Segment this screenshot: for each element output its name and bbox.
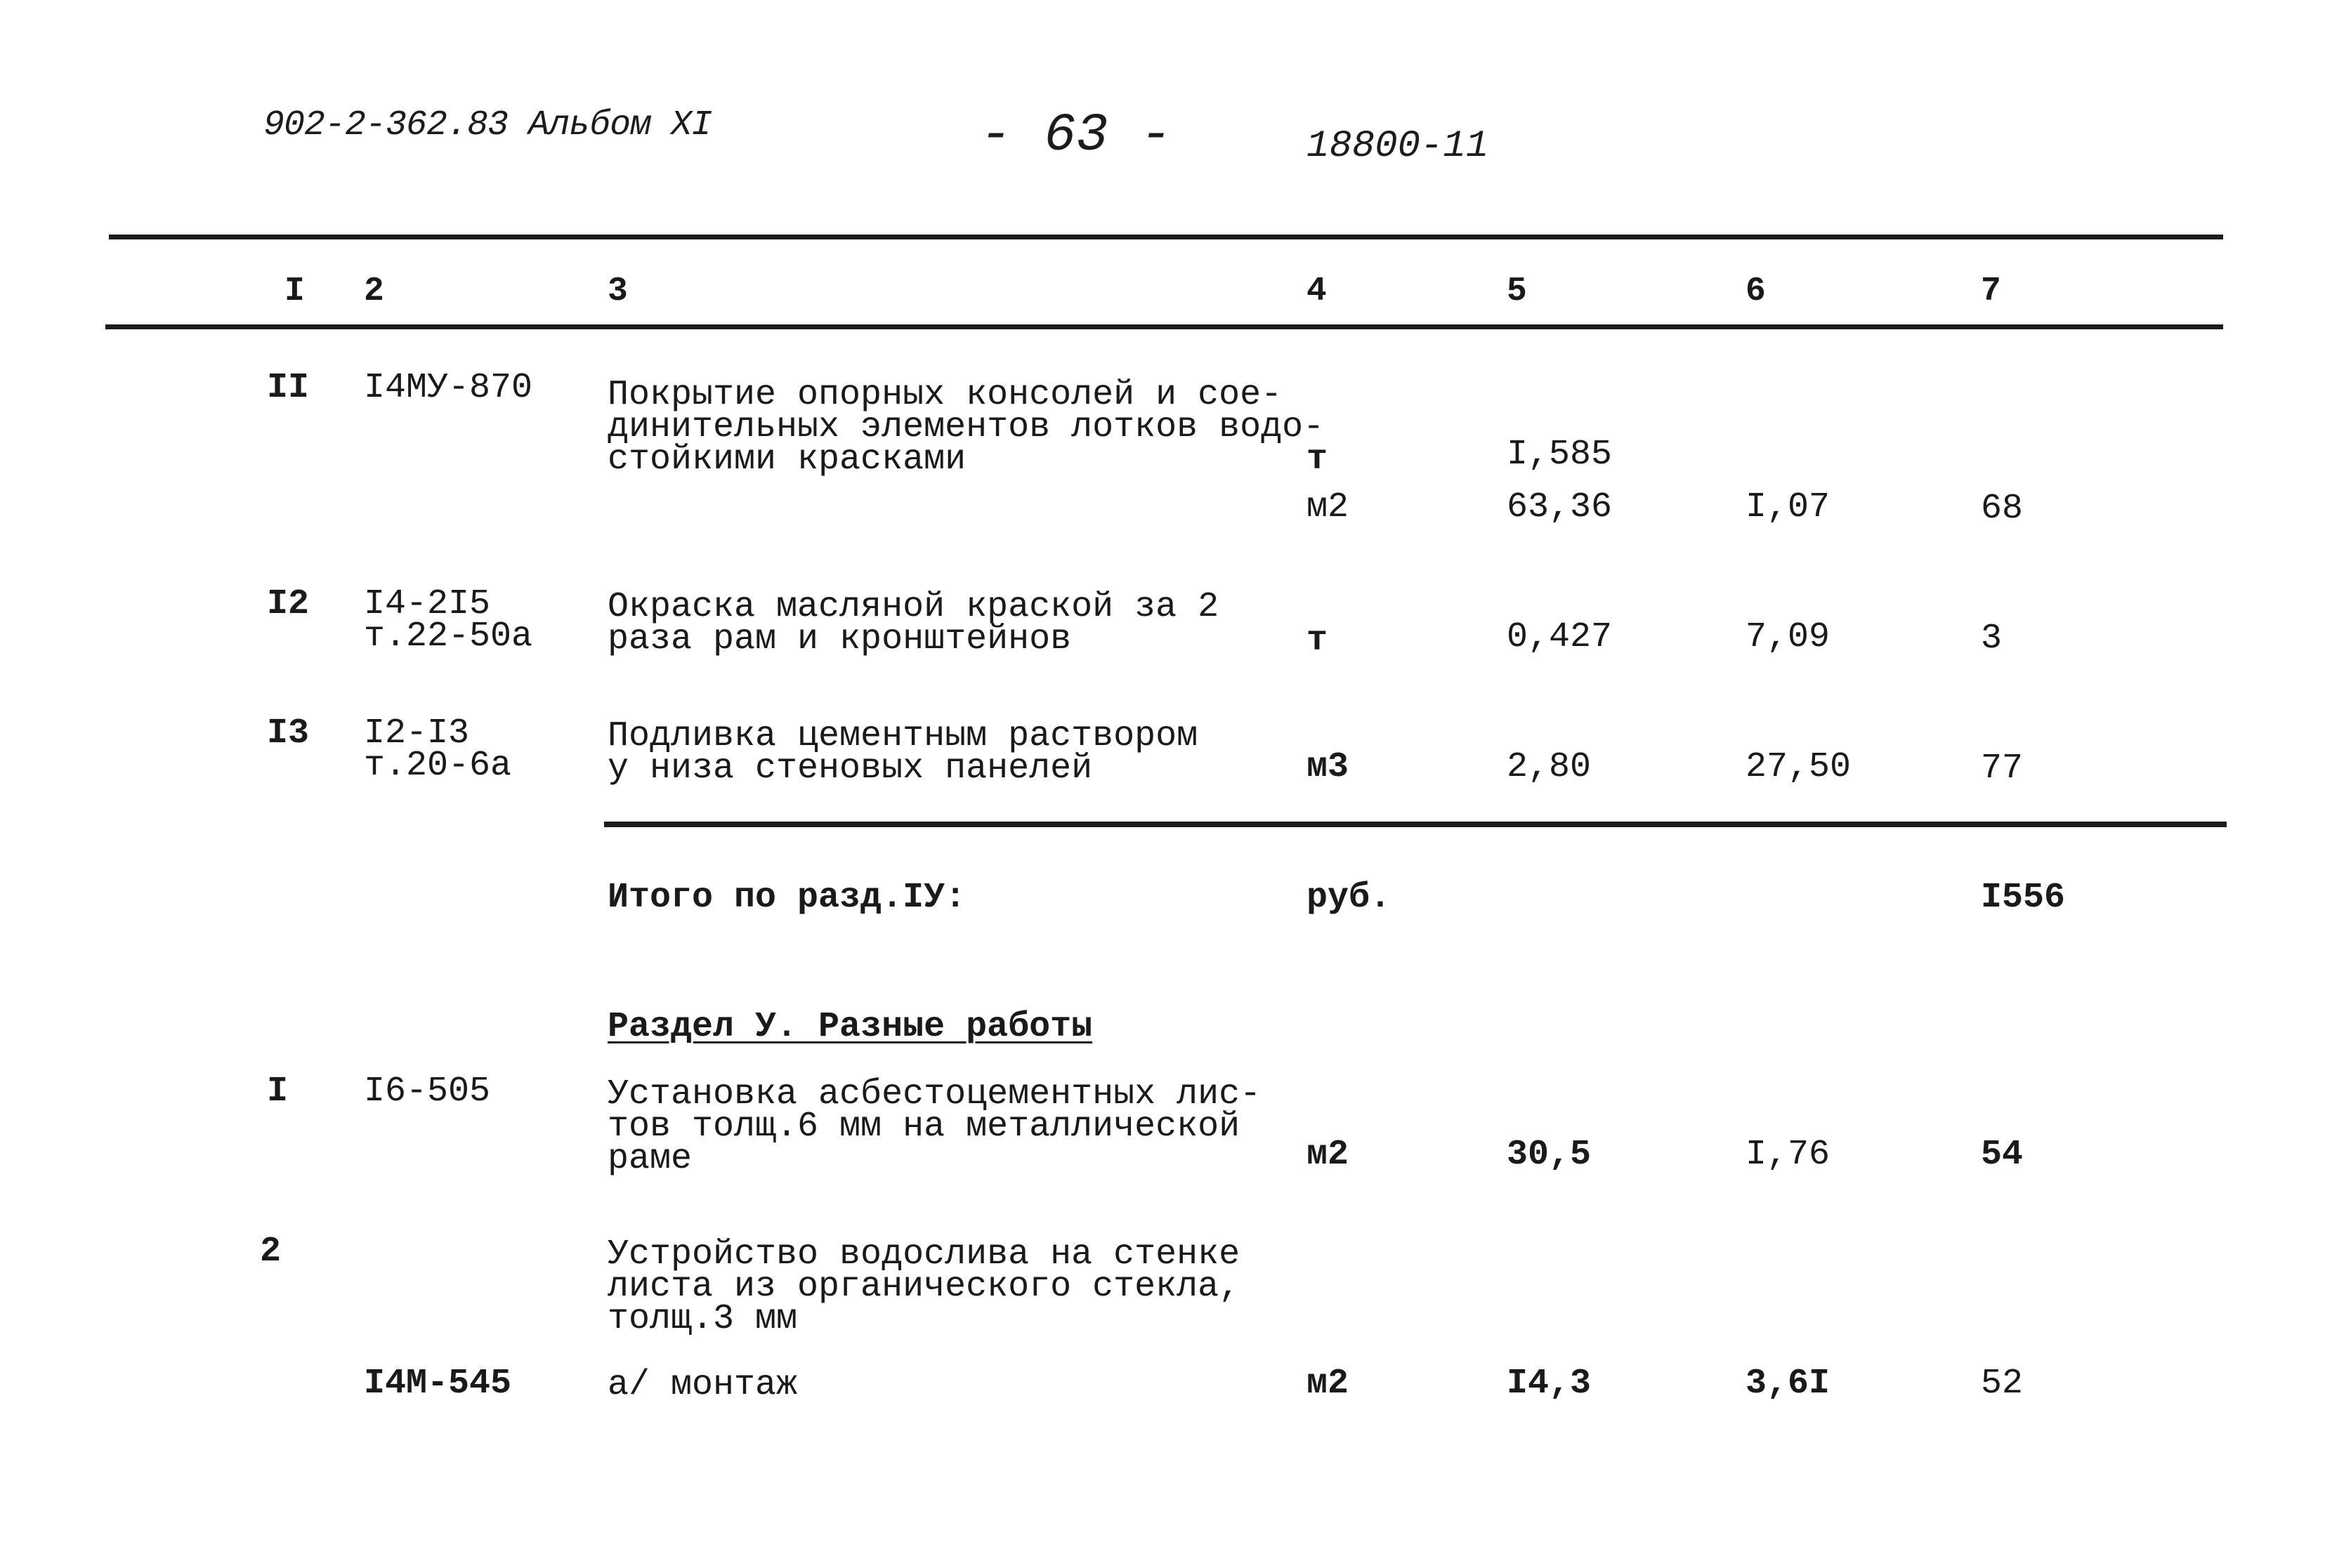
row-quantity: 0,427 <box>1507 617 1613 657</box>
row-quantity: I4,3 <box>1507 1364 1592 1404</box>
document-code: 902-2-362.83 Альбом XI <box>263 105 712 145</box>
row-number: I3 <box>267 713 310 753</box>
row-total: 52 <box>1981 1364 2024 1404</box>
row-unit: м2 <box>1306 1135 1349 1175</box>
column-header-3: 3 <box>608 272 628 310</box>
total-value: I556 <box>1981 878 2066 918</box>
row-unit: м3 <box>1306 747 1349 787</box>
row-quantity: 63,36 <box>1507 487 1613 527</box>
row-code: I4М-545 <box>364 1364 512 1404</box>
column-header-5: 5 <box>1507 272 1527 310</box>
column-header-4: 4 <box>1306 272 1327 310</box>
total-rule <box>604 822 2227 827</box>
row-code: I2-I3 т.20-6а <box>364 713 512 786</box>
row-number: II <box>267 368 310 408</box>
row-description: а/ монтаж <box>608 1365 798 1405</box>
section-title: Раздел У. Разные работы <box>608 1007 1093 1047</box>
row-quantity: 30,5 <box>1507 1135 1592 1175</box>
row-total: 77 <box>1981 749 2024 789</box>
column-header-2: 2 <box>364 272 384 310</box>
row-description: Подливка цементным раствором у низа стеновых панелей <box>608 716 1198 789</box>
row-description: Покрытие опорных консолей и сое- динительных элементов лотков водо- стойкими красками <box>608 375 1325 480</box>
page-number: - 63 - <box>980 105 1172 166</box>
row-price: 7,09 <box>1745 617 1830 657</box>
row-description: Установка асбестоцементных лис- тов толщ.6 мм на металлической раме <box>608 1074 1262 1179</box>
top-rule <box>109 235 2223 239</box>
row-unit: м2 <box>1306 487 1349 527</box>
row-description: Устройство водослива на стенке листа из органического стекла, толщ.3 мм <box>608 1234 1240 1339</box>
row-code: I4-2I5 т.22-50а <box>364 584 533 657</box>
row-total: 3 <box>1981 619 2003 659</box>
row-unit: м2 <box>1306 1364 1349 1404</box>
row-price: I,76 <box>1745 1135 1830 1175</box>
row-total: 54 <box>1981 1135 2024 1175</box>
row-quantity: I,585 <box>1507 435 1613 475</box>
row-unit: т <box>1306 440 1328 480</box>
row-number: I <box>267 1072 289 1112</box>
row-number: 2 <box>260 1232 282 1272</box>
row-description: Окраска масляной краской за 2 раза рам и кронштейнов <box>608 587 1219 659</box>
row-price: 27,50 <box>1745 747 1852 787</box>
row-unit: т <box>1306 621 1328 661</box>
column-header-1: I <box>284 272 305 310</box>
row-total: 68 <box>1981 489 2024 529</box>
total-label: Итого по разд.IУ: <box>608 878 967 918</box>
total-unit: руб. <box>1306 878 1391 918</box>
row-quantity: 2,80 <box>1507 747 1592 787</box>
row-number: I2 <box>267 584 310 624</box>
column-header-7: 7 <box>1981 272 2001 310</box>
column-header-rule <box>105 324 2223 329</box>
column-header-6: 6 <box>1745 272 1766 310</box>
row-code: I4МУ-870 <box>364 368 533 408</box>
row-code: I6-505 <box>364 1072 491 1112</box>
row-price: 3,6I <box>1745 1364 1830 1404</box>
row-price: I,07 <box>1745 487 1830 527</box>
reference-code: 18800-11 <box>1306 125 1489 168</box>
